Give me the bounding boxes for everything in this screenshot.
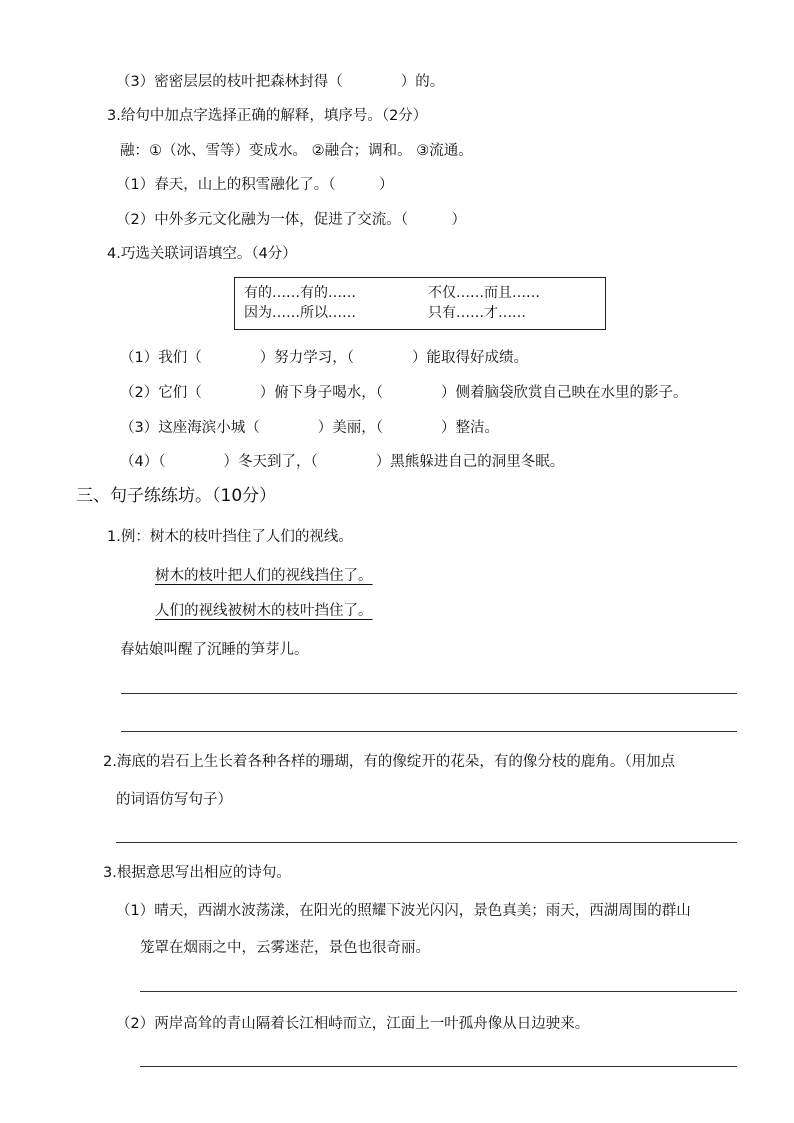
question-4-item-1: （1）我们（ ）努力学习，（ ）能取得好成绩。 (120, 350, 528, 366)
answer-line[interactable] (121, 693, 737, 694)
question-2-item-3: （3）密密层层的枝叶把森林封得（ ）的。 (116, 74, 445, 90)
section-3-q2-line-1: 2.海底的岩石上生长着各种各样的珊瑚，有的像绽开的花朵，有的像分枝的鹿角。（用加点 (103, 754, 676, 770)
section-3-q3-item-1-line-1: （1）晴天，西湖水波荡漾，在阳光的照耀下波光闪闪，景色真美；雨天，西湖周围的群山 (116, 903, 691, 919)
section-3-q3-title: 3.根据意思写出相应的诗句。 (103, 865, 291, 881)
question-4-item-4: （4）（ ）冬天到了，（ ）黑熊躲进自己的洞里冬眠。 (120, 454, 565, 470)
answer-line[interactable] (140, 991, 737, 992)
section-3-q1-example: 1.例：树木的枝叶挡住了人们的视线。 (107, 529, 353, 545)
option-2: 不仅……而且…… (428, 285, 540, 301)
conjunction-options-box (234, 277, 606, 330)
section-3-q3-item-2: （2）两岸高耸的青山隔着长江相峙而立，江面上一叶孤舟像从日边驶来。 (116, 1016, 590, 1032)
question-3-item-2: （2）中外多元文化融为一体，促进了交流。（ ） (116, 212, 466, 228)
question-4-item-2: （2）它们（ ）俯下身子喝水，（ ）侧着脑袋欣赏自己映在水里的影子。 (120, 385, 688, 401)
example-answer-1: 树木的枝叶把人们的视线挡住了。 (155, 568, 373, 584)
option-3: 因为……所以…… (244, 305, 356, 321)
question-3-definitions: 融：①（冰、雪等）变成水。 ②融合；调和。 ③流通。 (120, 143, 473, 159)
question-3-title: 3.给句中加点字选择正确的解释，填序号。（2分） (107, 108, 428, 124)
question-4-title: 4.巧选关联词语填空。（4分） (107, 246, 297, 262)
question-3-item-1: （1）春天，山上的积雪融化了。（ ） (116, 177, 394, 193)
example-answer-2: 人们的视线被树木的枝叶挡住了。 (155, 603, 373, 619)
section-3-q1-prompt: 春姑娘叫醒了沉睡的笋芽儿。 (120, 642, 309, 658)
section-3-q2-line-2: 的词语仿写句子） (116, 792, 232, 808)
answer-line[interactable] (121, 731, 737, 732)
question-4-item-3: （3）这座海滨小城（ ）美丽，（ ）整洁。 (120, 420, 499, 436)
section-3-q3-item-1-line-2: 笼罩在烟雨之中，云雾迷茫，景色也很奇丽。 (140, 940, 430, 956)
answer-line[interactable] (140, 1066, 737, 1067)
option-1: 有的……有的…… (244, 285, 356, 301)
section-3-title: 三、句子练练坊。（10分） (76, 486, 277, 506)
answer-line[interactable] (116, 842, 737, 843)
option-4: 只有……才…… (428, 305, 526, 321)
